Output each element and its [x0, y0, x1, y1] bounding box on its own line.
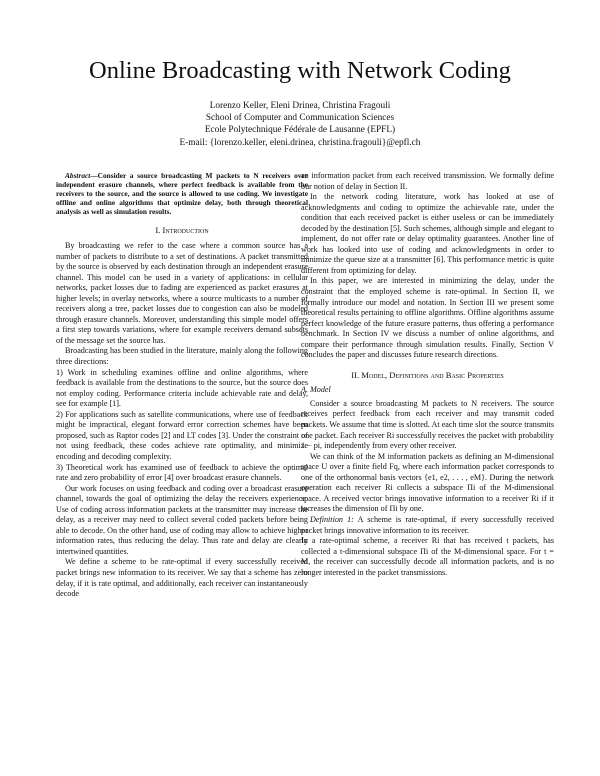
author-names: Lorenzo Keller, Eleni Drinea, Christina Fragouli: [209, 101, 391, 111]
paragraph: Consider a source broadcasting M packets to N receivers. The source receives perfect feedback from each receiver and may transmit coded packets. We assume that time is slotted. At each time slot the source transmits one packet. Each receiver Ri successfully receives the packet with probability 1 − pi, independently from every other receiver.: [301, 398, 554, 451]
list-item: 1) Work in scheduling examines offline and online algorithms, where feedback is available from the destinations to the source, but the source does not employ coding. Performance criteria include achievable rate and delay, see for example [1].: [56, 367, 308, 409]
section-heading-model: II. Model, Definitions and Basic Properties: [351, 369, 504, 380]
right-column: [301, 171, 554, 578]
abstract-text: —Consider a source broadcasting M packets to N receivers over independent erasure channels, where perfect feedback is available from the receivers to the source, and the source is allowed to use coding. We investigate offline and online algorithms that optimize delay, both through theoretical analysis as well as simulation results.: [56, 171, 308, 217]
definition: [301, 515, 554, 536]
section-heading-introduction: I. Introduction: [155, 225, 209, 236]
definition-text: A scheme is rate-optimal, if every successfully received packet brings innovative information to its receiver.: [301, 514, 554, 535]
author-block: [0, 100, 600, 149]
paper-title: Online Broadcasting with Network Coding: [89, 57, 511, 84]
paragraph: We can think of the M information packets as defining an M-dimensional space U over a finite field Fq, where each information packet corresponds to one of the orthonormal basis vectors {e1, e2, . . . , eM}. During the network operation each receiver Ri collects a subspace Πi of the M-dimensional space. A received vector brings innovative information to a receiver Ri if it increases the dimension of Πi by one.: [301, 451, 554, 514]
paragraph: Our work focuses on using feedback and coding over a broadcast erasure channel, towards the goal of optimizing the delay the receivers experience. Use of coding across information packets at the transmitter may increase the delay, as a receiver may need to collect several coded packets before being able to decode. On the other hand, use of coding may allow to achieve higher information rates, thus reducing the delay. Thus rate and delay are clearly intertwined quantities.: [56, 483, 308, 556]
paragraph: In a rate-optimal scheme, a receiver Ri that has received t packets, has collected a t-dimensional subspace Πi of the M-dimensional space. For t = M, the receiver can successfully decode all information packets, and is no longer interested in the packet transmissions.: [301, 536, 554, 577]
author-institution: Ecole Polytechnique Fédérale de Lausanne (EPFL): [204, 125, 396, 136]
left-column: [56, 171, 308, 600]
list-item: 3) Theoretical work has examined use of feedback to achieve the optimal rate and zero probability of error [4] over broadcast erasure channels.: [56, 462, 308, 483]
paragraph: Broadcasting has been studied in the literature, mainly along the following three directions:: [56, 346, 308, 367]
paragraph: an information packet from each received transmission. We formally define our notion of delay in Section II.: [301, 171, 554, 191]
list-item: 2) For applications such as satellite communications, where use of feedback might be impractical, elegant forward error correction schemes have been proposed, such as Raptor codes [2] and LT codes [3]. Under the constraint of not using feedback, these codes achieve rate optimality, and minimize encoding and decoding complexity.: [56, 409, 308, 461]
author-email: E-mail: {lorenzo.keller, eleni.drinea, christina.fragouli}@epfl.ch: [179, 137, 421, 148]
abstract-label: Abstract: [65, 171, 91, 180]
paragraph: In this paper, we are interested in minimizing the delay, under the constraint that the employed scheme is rate-optimal. In Section II, we formally introduce our model and notation. In Section III we present some theoretical results pertaining to offline algorithms. Offline algorithms assume perfect knowledge of the future erasure patterns, thus offering a performance benchmark. In Section IV we discuss a number of online algorithms, and compare their performance through simulation results. Finally, Section V concludes the paper and discusses future research directions.: [301, 276, 554, 360]
author-school: School of Computer and Communication Sciences: [205, 113, 395, 124]
paragraph: By broadcasting we refer to the case where a common source has a number of packets to distribute to a set of destinations. A packet transmitted by the source is observed by each destination through an independent erasure channel. This model can be used in a variety of applications: in cellular networks, packet losses due to fading are experienced as packet erasures at higher levels; in overlay networks, where a source multicasts to a number of receivers along a tree, packet losses due to congestion can also be modeled through erasure channels. Moreover, understanding this simple model offers a first step towards variations, where for example receivers demand subsets of the message set the source has.: [56, 241, 308, 345]
definition-label: Definition 1:: [310, 514, 354, 524]
paragraph: In the network coding literature, work has looked at use of acknowledgments and coding to optimize the achievable rate, under the condition that each received packet is either useless or can be immediately decoded by the destination [5]. Such schemes, although simple and elegant to implement, do not offer rate or delay optimality guarantees. Another line of work has looked into use of coding and acknowledgments in order to minimize the queue size at a transmitter [6]. This performance metric is quite different from optimizing for delay.: [301, 192, 554, 275]
paragraph: We define a scheme to be rate-optimal if every successfully received packet brings new information to its receiver. We say that a scheme has zero delay, if it is rate optimal, and additionally, each receiver can instantaneously decode: [56, 557, 308, 599]
subsection-heading-model: A. Model: [301, 385, 331, 395]
abstract: [56, 171, 308, 216]
